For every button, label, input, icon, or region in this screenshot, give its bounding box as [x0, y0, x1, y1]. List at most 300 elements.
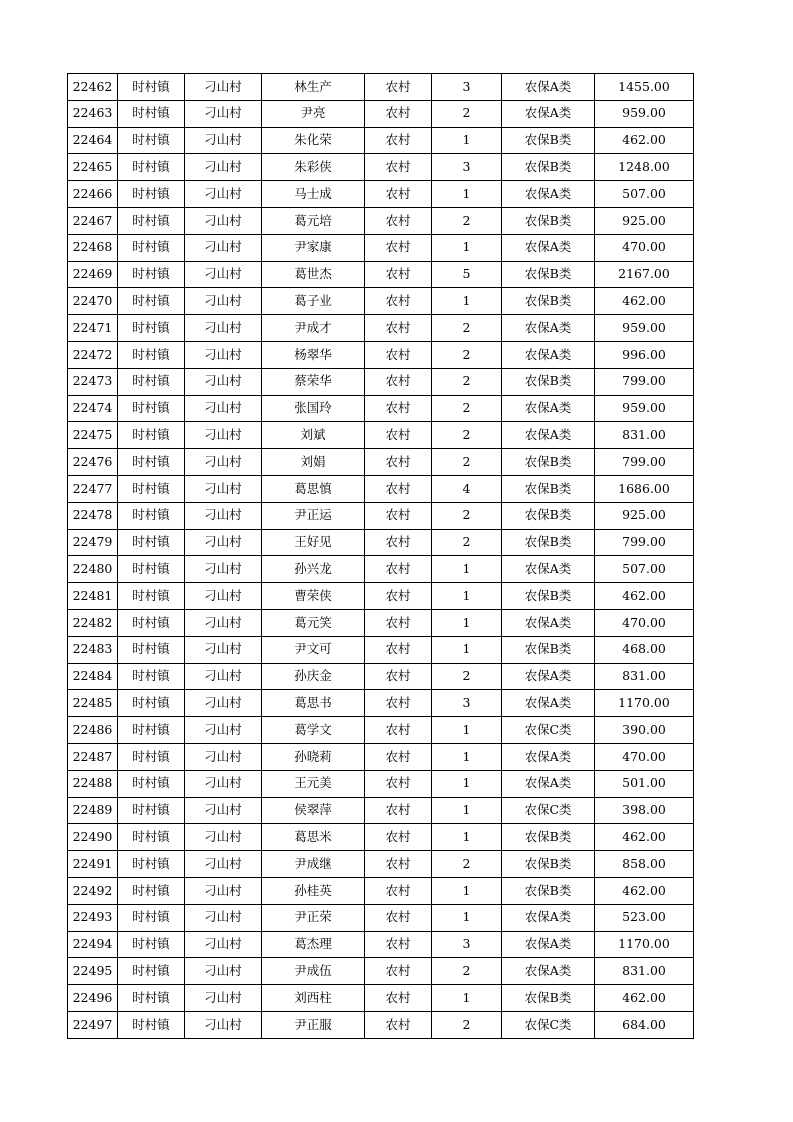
- table-row: [68, 770, 694, 797]
- table-row: [68, 985, 694, 1012]
- member-count-cell: 2: [432, 341, 502, 368]
- village-cell: 刁山村: [185, 931, 262, 958]
- table-row: [68, 743, 694, 770]
- row-id-cell: 22485: [68, 690, 118, 717]
- table-row: [68, 74, 694, 101]
- member-count-cell: 1: [432, 985, 502, 1012]
- amount-cell: 1170.00: [595, 690, 694, 717]
- amount-cell: 1170.00: [595, 931, 694, 958]
- row-id-cell: 22477: [68, 475, 118, 502]
- row-id-cell: 22490: [68, 824, 118, 851]
- town-cell: 时村镇: [118, 181, 185, 208]
- member-count-cell: 3: [432, 154, 502, 181]
- town-cell: 时村镇: [118, 207, 185, 234]
- town-cell: 时村镇: [118, 743, 185, 770]
- village-cell: 刁山村: [185, 395, 262, 422]
- household-type-cell: 农村: [365, 877, 432, 904]
- town-cell: 时村镇: [118, 288, 185, 315]
- row-id-cell: 22462: [68, 74, 118, 101]
- table-row: [68, 1011, 694, 1038]
- village-cell: 刁山村: [185, 770, 262, 797]
- row-id-cell: 22480: [68, 556, 118, 583]
- household-type-cell: 农村: [365, 368, 432, 395]
- town-cell: 时村镇: [118, 877, 185, 904]
- table-row: [68, 958, 694, 985]
- member-count-cell: 2: [432, 502, 502, 529]
- household-type-cell: 农村: [365, 931, 432, 958]
- name-cell: 尹成才: [262, 315, 365, 342]
- row-id-cell: 22491: [68, 851, 118, 878]
- row-id-cell: 22479: [68, 529, 118, 556]
- insurance-class-cell: 农保B类: [502, 288, 595, 315]
- row-id-cell: 22467: [68, 207, 118, 234]
- household-type-cell: 农村: [365, 958, 432, 985]
- household-type-cell: 农村: [365, 207, 432, 234]
- row-id-cell: 22487: [68, 743, 118, 770]
- town-cell: 时村镇: [118, 851, 185, 878]
- member-count-cell: 2: [432, 100, 502, 127]
- village-cell: 刁山村: [185, 181, 262, 208]
- amount-cell: 523.00: [595, 904, 694, 931]
- village-cell: 刁山村: [185, 154, 262, 181]
- table-row: [68, 663, 694, 690]
- name-cell: 葛元培: [262, 207, 365, 234]
- row-id-cell: 22465: [68, 154, 118, 181]
- row-id-cell: 22466: [68, 181, 118, 208]
- amount-cell: 925.00: [595, 207, 694, 234]
- name-cell: 葛世杰: [262, 261, 365, 288]
- town-cell: 时村镇: [118, 556, 185, 583]
- amount-cell: 462.00: [595, 127, 694, 154]
- insurance-class-cell: 农保B类: [502, 261, 595, 288]
- household-type-cell: 农村: [365, 395, 432, 422]
- village-cell: 刁山村: [185, 717, 262, 744]
- town-cell: 时村镇: [118, 824, 185, 851]
- insurance-class-cell: 农保A类: [502, 100, 595, 127]
- name-cell: 孙庆金: [262, 663, 365, 690]
- household-type-cell: 农村: [365, 556, 432, 583]
- row-id-cell: 22495: [68, 958, 118, 985]
- village-cell: 刁山村: [185, 207, 262, 234]
- insurance-class-cell: 农保A类: [502, 663, 595, 690]
- name-cell: 林生产: [262, 74, 365, 101]
- town-cell: 时村镇: [118, 717, 185, 744]
- insurance-class-cell: 农保A类: [502, 904, 595, 931]
- town-cell: 时村镇: [118, 234, 185, 261]
- table-row: [68, 395, 694, 422]
- insurance-class-cell: 农保B类: [502, 127, 595, 154]
- amount-cell: 1248.00: [595, 154, 694, 181]
- name-cell: 孙晓莉: [262, 743, 365, 770]
- town-cell: 时村镇: [118, 127, 185, 154]
- table-row: [68, 690, 694, 717]
- household-type-cell: 农村: [365, 824, 432, 851]
- row-id-cell: 22497: [68, 1011, 118, 1038]
- table-row: [68, 234, 694, 261]
- name-cell: 刘斌: [262, 422, 365, 449]
- records-table: [67, 73, 694, 1039]
- table-row: [68, 851, 694, 878]
- table-row: [68, 717, 694, 744]
- village-cell: 刁山村: [185, 100, 262, 127]
- amount-cell: 398.00: [595, 797, 694, 824]
- village-cell: 刁山村: [185, 502, 262, 529]
- row-id-cell: 22471: [68, 315, 118, 342]
- amount-cell: 799.00: [595, 529, 694, 556]
- amount-cell: 468.00: [595, 636, 694, 663]
- amount-cell: 462.00: [595, 824, 694, 851]
- village-cell: 刁山村: [185, 824, 262, 851]
- village-cell: 刁山村: [185, 449, 262, 476]
- amount-cell: 507.00: [595, 181, 694, 208]
- table-row: [68, 449, 694, 476]
- member-count-cell: 1: [432, 234, 502, 261]
- household-type-cell: 农村: [365, 770, 432, 797]
- town-cell: 时村镇: [118, 74, 185, 101]
- member-count-cell: 1: [432, 556, 502, 583]
- town-cell: 时村镇: [118, 1011, 185, 1038]
- town-cell: 时村镇: [118, 395, 185, 422]
- town-cell: 时村镇: [118, 797, 185, 824]
- member-count-cell: 1: [432, 904, 502, 931]
- insurance-class-cell: 农保A类: [502, 395, 595, 422]
- village-cell: 刁山村: [185, 556, 262, 583]
- town-cell: 时村镇: [118, 770, 185, 797]
- insurance-class-cell: 农保A类: [502, 770, 595, 797]
- table-row: [68, 288, 694, 315]
- insurance-class-cell: 农保A类: [502, 556, 595, 583]
- name-cell: 尹正运: [262, 502, 365, 529]
- name-cell: 曹荣侠: [262, 583, 365, 610]
- name-cell: 尹正服: [262, 1011, 365, 1038]
- name-cell: 尹文可: [262, 636, 365, 663]
- village-cell: 刁山村: [185, 851, 262, 878]
- member-count-cell: 4: [432, 475, 502, 502]
- insurance-class-cell: 农保A类: [502, 315, 595, 342]
- amount-cell: 684.00: [595, 1011, 694, 1038]
- amount-cell: 799.00: [595, 368, 694, 395]
- household-type-cell: 农村: [365, 449, 432, 476]
- household-type-cell: 农村: [365, 743, 432, 770]
- name-cell: 葛元笑: [262, 609, 365, 636]
- name-cell: 尹成伍: [262, 958, 365, 985]
- amount-cell: 831.00: [595, 663, 694, 690]
- member-count-cell: 1: [432, 636, 502, 663]
- household-type-cell: 农村: [365, 315, 432, 342]
- insurance-class-cell: 农保A类: [502, 690, 595, 717]
- insurance-class-cell: 农保A类: [502, 609, 595, 636]
- insurance-class-cell: 农保B类: [502, 851, 595, 878]
- household-type-cell: 农村: [365, 74, 432, 101]
- row-id-cell: 22481: [68, 583, 118, 610]
- household-type-cell: 农村: [365, 690, 432, 717]
- member-count-cell: 1: [432, 288, 502, 315]
- row-id-cell: 22486: [68, 717, 118, 744]
- village-cell: 刁山村: [185, 341, 262, 368]
- name-cell: 朱化荣: [262, 127, 365, 154]
- amount-cell: 470.00: [595, 234, 694, 261]
- member-count-cell: 1: [432, 717, 502, 744]
- household-type-cell: 农村: [365, 717, 432, 744]
- member-count-cell: 1: [432, 824, 502, 851]
- name-cell: 杨翠华: [262, 341, 365, 368]
- name-cell: 葛思慎: [262, 475, 365, 502]
- name-cell: 张国玲: [262, 395, 365, 422]
- amount-cell: 390.00: [595, 717, 694, 744]
- member-count-cell: 1: [432, 127, 502, 154]
- household-type-cell: 农村: [365, 636, 432, 663]
- insurance-class-cell: 农保B类: [502, 207, 595, 234]
- table-row: [68, 636, 694, 663]
- village-cell: 刁山村: [185, 663, 262, 690]
- table-row: [68, 797, 694, 824]
- village-cell: 刁山村: [185, 743, 262, 770]
- name-cell: 葛子业: [262, 288, 365, 315]
- table-row: [68, 368, 694, 395]
- member-count-cell: 3: [432, 931, 502, 958]
- town-cell: 时村镇: [118, 100, 185, 127]
- insurance-class-cell: 农保B类: [502, 502, 595, 529]
- town-cell: 时村镇: [118, 985, 185, 1012]
- table-row: [68, 154, 694, 181]
- household-type-cell: 农村: [365, 100, 432, 127]
- name-cell: 孙桂英: [262, 877, 365, 904]
- insurance-class-cell: 农保A类: [502, 234, 595, 261]
- town-cell: 时村镇: [118, 315, 185, 342]
- village-cell: 刁山村: [185, 636, 262, 663]
- household-type-cell: 农村: [365, 475, 432, 502]
- household-type-cell: 农村: [365, 422, 432, 449]
- insurance-class-cell: 农保B类: [502, 449, 595, 476]
- row-id-cell: 22469: [68, 261, 118, 288]
- amount-cell: 1686.00: [595, 475, 694, 502]
- name-cell: 尹亮: [262, 100, 365, 127]
- member-count-cell: 2: [432, 1011, 502, 1038]
- household-type-cell: 农村: [365, 985, 432, 1012]
- row-id-cell: 22494: [68, 931, 118, 958]
- town-cell: 时村镇: [118, 931, 185, 958]
- town-cell: 时村镇: [118, 502, 185, 529]
- amount-cell: 858.00: [595, 851, 694, 878]
- household-type-cell: 农村: [365, 154, 432, 181]
- town-cell: 时村镇: [118, 261, 185, 288]
- table-row: [68, 341, 694, 368]
- household-type-cell: 农村: [365, 1011, 432, 1038]
- village-cell: 刁山村: [185, 422, 262, 449]
- amount-cell: 959.00: [595, 100, 694, 127]
- row-id-cell: 22484: [68, 663, 118, 690]
- row-id-cell: 22488: [68, 770, 118, 797]
- member-count-cell: 2: [432, 207, 502, 234]
- town-cell: 时村镇: [118, 609, 185, 636]
- insurance-class-cell: 农保A类: [502, 931, 595, 958]
- name-cell: 马士成: [262, 181, 365, 208]
- table-row: [68, 127, 694, 154]
- village-cell: 刁山村: [185, 797, 262, 824]
- amount-cell: 2167.00: [595, 261, 694, 288]
- amount-cell: 470.00: [595, 743, 694, 770]
- member-count-cell: 1: [432, 181, 502, 208]
- member-count-cell: 2: [432, 449, 502, 476]
- insurance-class-cell: 农保A类: [502, 422, 595, 449]
- row-id-cell: 22492: [68, 877, 118, 904]
- table-row: [68, 315, 694, 342]
- town-cell: 时村镇: [118, 422, 185, 449]
- table-row: [68, 824, 694, 851]
- amount-cell: 1455.00: [595, 74, 694, 101]
- row-id-cell: 22463: [68, 100, 118, 127]
- village-cell: 刁山村: [185, 904, 262, 931]
- town-cell: 时村镇: [118, 583, 185, 610]
- household-type-cell: 农村: [365, 583, 432, 610]
- table-row: [68, 529, 694, 556]
- village-cell: 刁山村: [185, 368, 262, 395]
- village-cell: 刁山村: [185, 609, 262, 636]
- name-cell: 刘西柱: [262, 985, 365, 1012]
- table-row: [68, 583, 694, 610]
- village-cell: 刁山村: [185, 690, 262, 717]
- household-type-cell: 农村: [365, 609, 432, 636]
- insurance-class-cell: 农保B类: [502, 824, 595, 851]
- amount-cell: 462.00: [595, 877, 694, 904]
- name-cell: 孙兴龙: [262, 556, 365, 583]
- member-count-cell: 2: [432, 395, 502, 422]
- household-type-cell: 农村: [365, 904, 432, 931]
- table-row: [68, 261, 694, 288]
- row-id-cell: 22470: [68, 288, 118, 315]
- table-row: [68, 100, 694, 127]
- amount-cell: 470.00: [595, 609, 694, 636]
- town-cell: 时村镇: [118, 341, 185, 368]
- member-count-cell: 3: [432, 74, 502, 101]
- insurance-class-cell: 农保A类: [502, 341, 595, 368]
- amount-cell: 462.00: [595, 288, 694, 315]
- amount-cell: 501.00: [595, 770, 694, 797]
- village-cell: 刁山村: [185, 475, 262, 502]
- member-count-cell: 1: [432, 877, 502, 904]
- village-cell: 刁山村: [185, 877, 262, 904]
- name-cell: 蔡荣华: [262, 368, 365, 395]
- table-row: [68, 609, 694, 636]
- amount-cell: 831.00: [595, 422, 694, 449]
- row-id-cell: 22472: [68, 341, 118, 368]
- town-cell: 时村镇: [118, 368, 185, 395]
- village-cell: 刁山村: [185, 1011, 262, 1038]
- insurance-class-cell: 农保C类: [502, 797, 595, 824]
- amount-cell: 959.00: [595, 315, 694, 342]
- household-type-cell: 农村: [365, 663, 432, 690]
- table-row: [68, 904, 694, 931]
- table-row: [68, 556, 694, 583]
- name-cell: 葛思书: [262, 690, 365, 717]
- amount-cell: 831.00: [595, 958, 694, 985]
- village-cell: 刁山村: [185, 315, 262, 342]
- town-cell: 时村镇: [118, 475, 185, 502]
- name-cell: 葛学文: [262, 717, 365, 744]
- records-table-body: [68, 74, 694, 1039]
- insurance-class-cell: 农保B类: [502, 154, 595, 181]
- name-cell: 葛思米: [262, 824, 365, 851]
- village-cell: 刁山村: [185, 985, 262, 1012]
- name-cell: 王元美: [262, 770, 365, 797]
- household-type-cell: 农村: [365, 261, 432, 288]
- insurance-class-cell: 农保B类: [502, 877, 595, 904]
- member-count-cell: 1: [432, 743, 502, 770]
- insurance-class-cell: 农保A类: [502, 181, 595, 208]
- table-row: [68, 475, 694, 502]
- row-id-cell: 22496: [68, 985, 118, 1012]
- insurance-class-cell: 农保B类: [502, 529, 595, 556]
- insurance-class-cell: 农保B类: [502, 475, 595, 502]
- amount-cell: 462.00: [595, 583, 694, 610]
- village-cell: 刁山村: [185, 529, 262, 556]
- row-id-cell: 22489: [68, 797, 118, 824]
- member-count-cell: 2: [432, 663, 502, 690]
- row-id-cell: 22473: [68, 368, 118, 395]
- member-count-cell: 2: [432, 368, 502, 395]
- village-cell: 刁山村: [185, 74, 262, 101]
- town-cell: 时村镇: [118, 529, 185, 556]
- household-type-cell: 农村: [365, 502, 432, 529]
- name-cell: 尹正荣: [262, 904, 365, 931]
- row-id-cell: 22478: [68, 502, 118, 529]
- row-id-cell: 22475: [68, 422, 118, 449]
- insurance-class-cell: 农保A类: [502, 743, 595, 770]
- table-row: [68, 181, 694, 208]
- table-row: [68, 207, 694, 234]
- member-count-cell: 2: [432, 851, 502, 878]
- name-cell: 王好见: [262, 529, 365, 556]
- town-cell: 时村镇: [118, 154, 185, 181]
- village-cell: 刁山村: [185, 958, 262, 985]
- amount-cell: 799.00: [595, 449, 694, 476]
- household-type-cell: 农村: [365, 341, 432, 368]
- insurance-class-cell: 农保A类: [502, 74, 595, 101]
- village-cell: 刁山村: [185, 234, 262, 261]
- member-count-cell: 3: [432, 690, 502, 717]
- member-count-cell: 1: [432, 797, 502, 824]
- name-cell: 侯翠萍: [262, 797, 365, 824]
- amount-cell: 507.00: [595, 556, 694, 583]
- insurance-class-cell: 农保B类: [502, 368, 595, 395]
- member-count-cell: 1: [432, 583, 502, 610]
- village-cell: 刁山村: [185, 261, 262, 288]
- household-type-cell: 农村: [365, 127, 432, 154]
- insurance-class-cell: 农保B类: [502, 636, 595, 663]
- member-count-cell: 2: [432, 422, 502, 449]
- town-cell: 时村镇: [118, 690, 185, 717]
- household-type-cell: 农村: [365, 797, 432, 824]
- name-cell: 刘娟: [262, 449, 365, 476]
- member-count-cell: 1: [432, 770, 502, 797]
- name-cell: 葛杰理: [262, 931, 365, 958]
- household-type-cell: 农村: [365, 181, 432, 208]
- row-id-cell: 22468: [68, 234, 118, 261]
- row-id-cell: 22474: [68, 395, 118, 422]
- name-cell: 朱彩侠: [262, 154, 365, 181]
- household-type-cell: 农村: [365, 288, 432, 315]
- village-cell: 刁山村: [185, 127, 262, 154]
- insurance-class-cell: 农保B类: [502, 985, 595, 1012]
- member-count-cell: 2: [432, 315, 502, 342]
- town-cell: 时村镇: [118, 636, 185, 663]
- household-type-cell: 农村: [365, 851, 432, 878]
- name-cell: 尹成继: [262, 851, 365, 878]
- row-id-cell: 22493: [68, 904, 118, 931]
- household-type-cell: 农村: [365, 529, 432, 556]
- member-count-cell: 2: [432, 958, 502, 985]
- household-type-cell: 农村: [365, 234, 432, 261]
